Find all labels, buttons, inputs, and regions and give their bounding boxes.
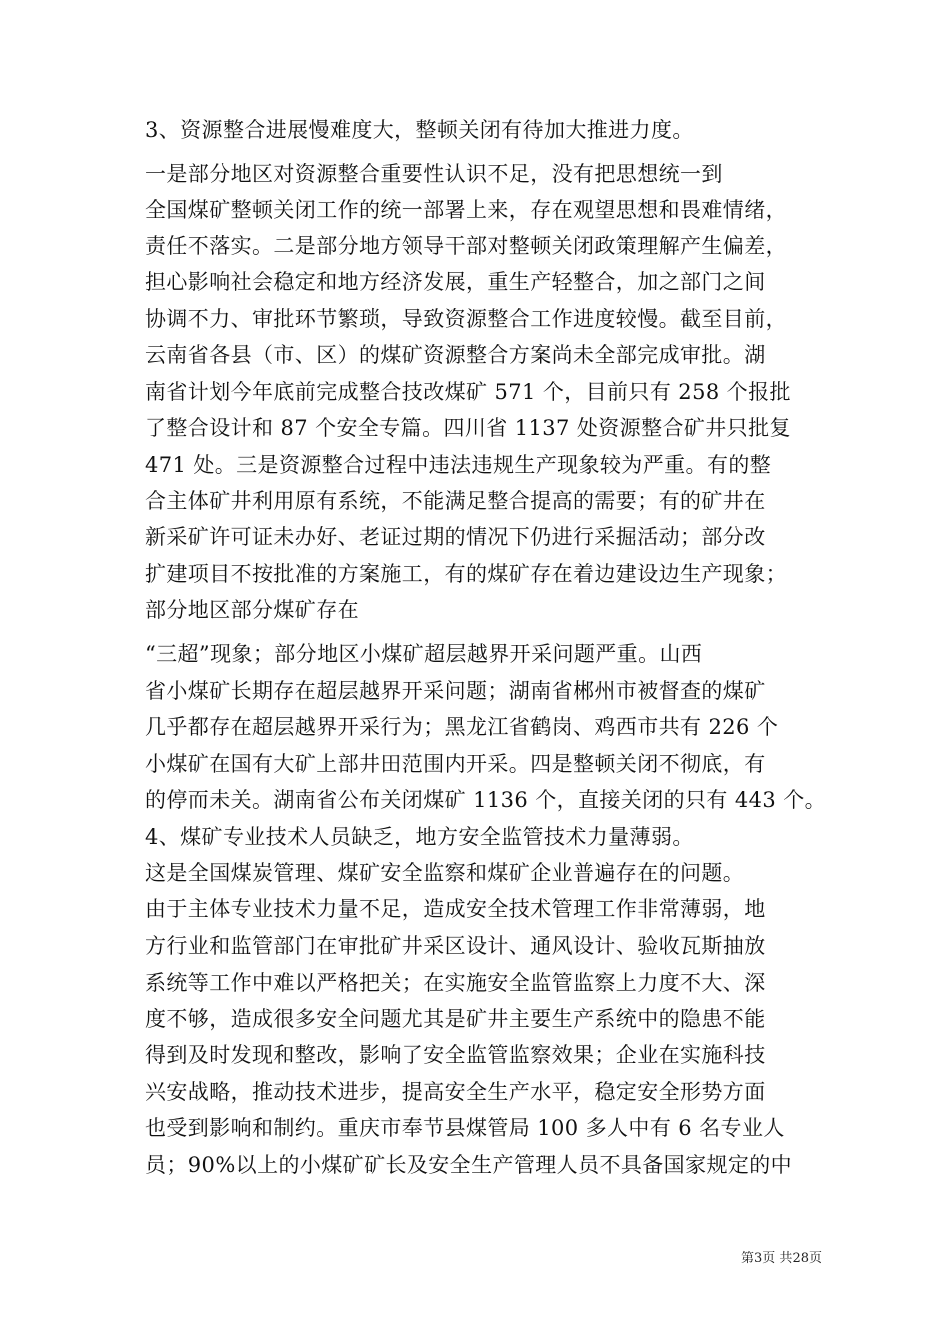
text-line: “三超”现象；部分地区小煤矿超层越界开采问题严重。山西 <box>145 642 703 666</box>
text-line: 由于主体专业技术力量不足，造成安全技术管理工作非常薄弱，地 <box>145 897 766 921</box>
text-line: 部分地区部分煤矿存在 <box>145 598 359 622</box>
text-line: 度不够，造成很多安全问题尤其是矿井主要生产系统中的隐患不能 <box>145 1007 766 1031</box>
text-line: 全国煤矿整顿关闭工作的统一部署上来，存在观望思想和畏难情绪， <box>145 198 787 222</box>
footer-prefix: 第 <box>741 1251 755 1266</box>
text-line: 小煤矿在国有大矿上部井田范围内开采。四是整顿关闭不彻底，有 <box>145 752 766 776</box>
text-line: 了整合设计和 87 个安全专篇。四川省 1137 处资源整合矿井只批复 <box>145 416 791 440</box>
text-line: 系统等工作中难以严格把关；在实施安全监管监察上力度不大、深 <box>145 971 766 995</box>
current-page-number: 3 <box>754 1251 763 1266</box>
text-line: 扩建项目不按批准的方案施工，有的煤矿存在着边建设边生产现象； <box>145 562 787 586</box>
text-line: 协调不力、审批环节繁琐，导致资源整合工作进度较慢。截至目前， <box>145 307 787 331</box>
text-line: 几乎都存在超层越界开采行为；黑龙江省鹤岗、鸡西市共有 226 个 <box>145 715 779 739</box>
text-line: 方行业和监管部门在审批矿井采区设计、通风设计、验收瓦斯抽放 <box>145 934 766 958</box>
text-line: 责任不落实。二是部分地方领导干部对整顿关闭政策理解产生偏差， <box>145 234 787 258</box>
footer-middle: 页 共 <box>762 1251 793 1266</box>
text-line: 这是全国煤炭管理、煤矿安全监察和煤矿企业普遍存在的问题。 <box>145 861 745 885</box>
text-line: 合主体矿井利用原有系统，不能满足整合提高的需要；有的矿井在 <box>145 489 766 513</box>
text-line: 4、煤矿专业技术人员缺乏，地方安全监管技术力量薄弱。 <box>145 825 694 849</box>
text-line: 南省计划今年底前完成整合技改煤矿 571 个，目前只有 258 个报批 <box>145 380 791 404</box>
total-pages-number: 28 <box>792 1251 809 1266</box>
text-line: 也受到影响和制约。重庆市奉节县煤管局 100 多人中有 6 名专业人 <box>145 1116 785 1140</box>
text-line: 云南省各县（市、区）的煤矿资源整合方案尚未全部完成审批。湖 <box>145 343 766 367</box>
text-line: 担心影响社会稳定和地方经济发展，重生产轻整合，加之部门之间 <box>145 270 766 294</box>
text-line: 员；90%以上的小煤矿矿长及安全生产管理人员不具备国家规定的中 <box>145 1153 793 1177</box>
page-number-footer <box>0 1250 822 1268</box>
text-line: 新采矿许可证未办好、老证过期的情况下仍进行采掘活动；部分改 <box>145 525 766 549</box>
text-line: 兴安战略，推动技术进步，提高安全生产水平，稳定安全形势方面 <box>145 1080 766 1104</box>
footer-suffix: 页 <box>808 1251 822 1266</box>
text-line: 的停而未关。湖南省公布关闭煤矿 1136 个，直接关闭的只有 443 个。 <box>145 788 827 812</box>
text-line: 省小煤矿长期存在超层越界开采问题；湖南省郴州市被督查的煤矿 <box>145 679 766 703</box>
text-line: 3、资源整合进展慢难度大，整顿关闭有待加大推进力度。 <box>145 118 694 142</box>
text-line: 一是部分地区对资源整合重要性认识不足，没有把思想统一到 <box>145 162 723 186</box>
text-line: 471 处。三是资源整合过程中违法违规生产现象较为严重。有的整 <box>145 453 772 477</box>
text-line: 得到及时发现和整改，影响了安全监管监察效果；企业在实施科技 <box>145 1043 766 1067</box>
